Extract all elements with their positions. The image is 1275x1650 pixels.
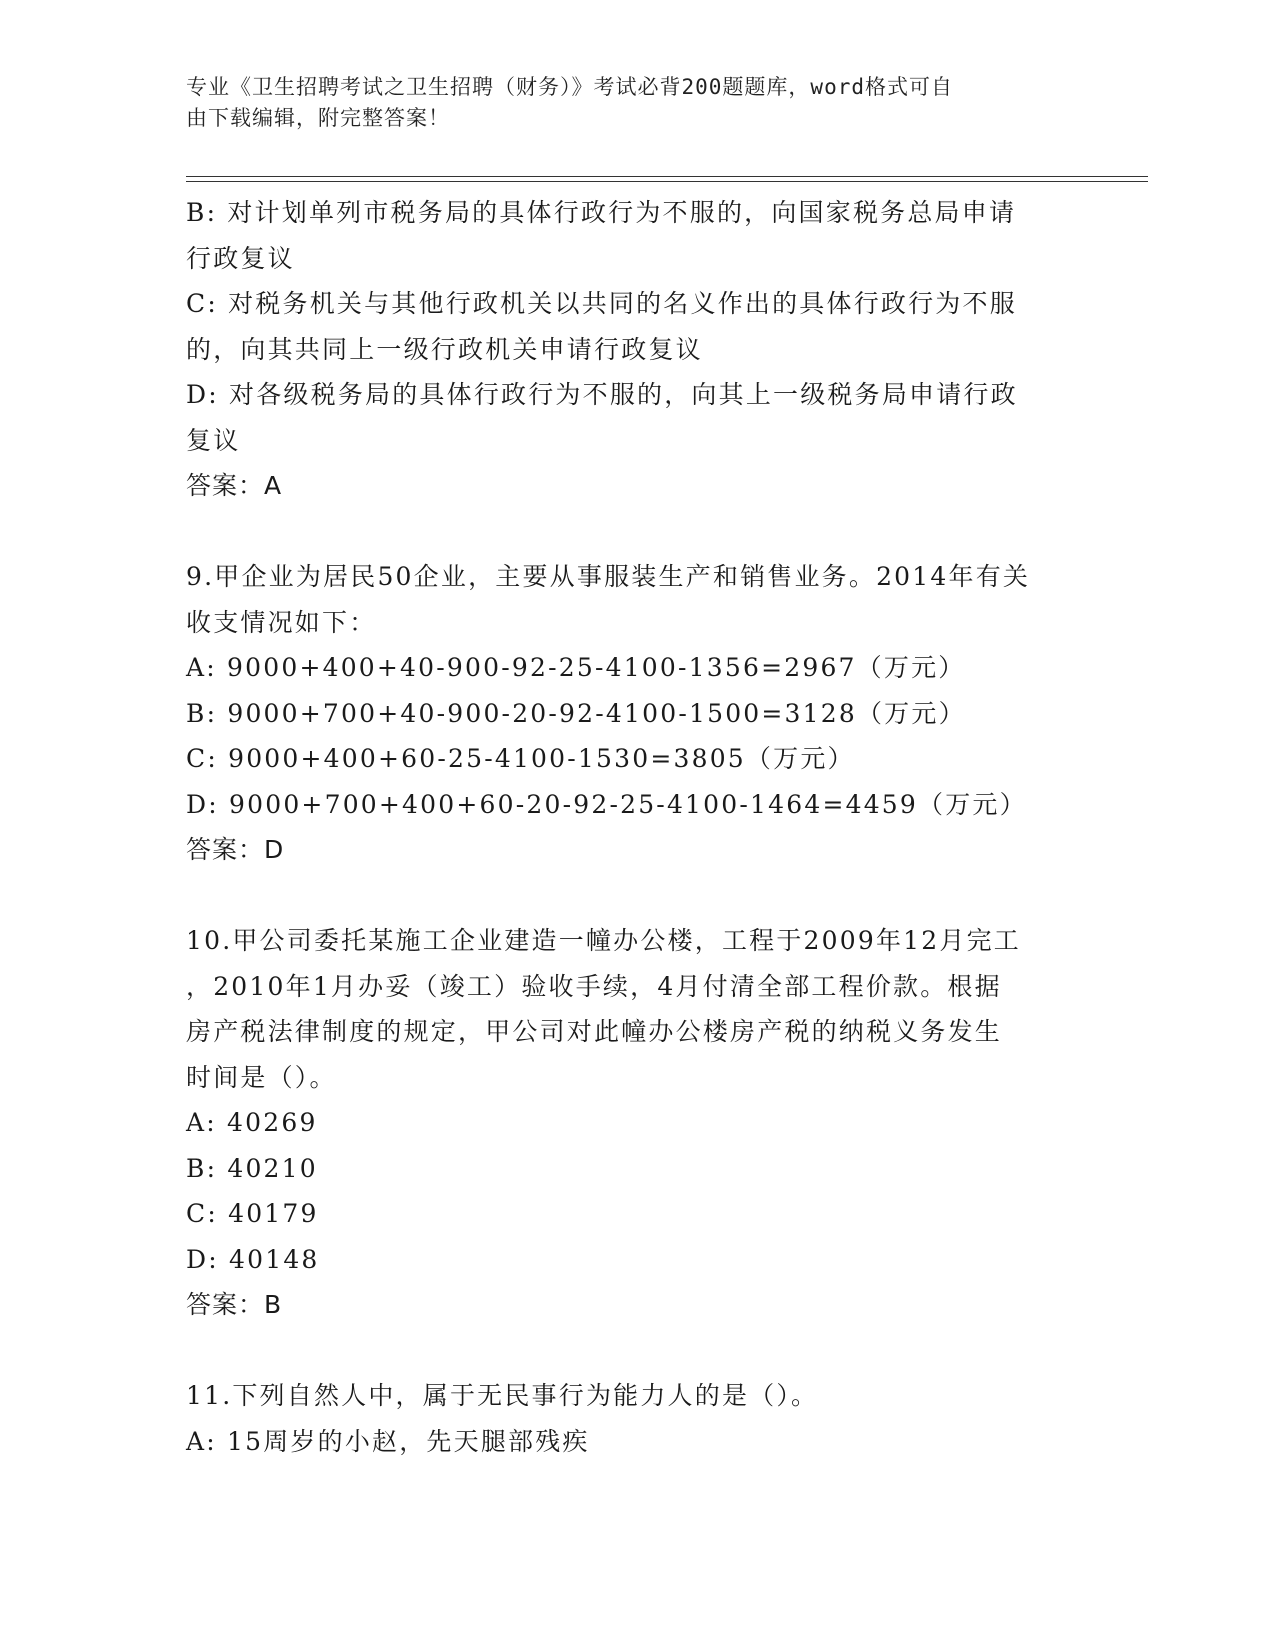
spacer bbox=[186, 509, 1086, 555]
q8-option-d-line-1: D: 对各级税务局的具体行政行为不服的，向其上一级税务局申请行政 bbox=[186, 380, 1018, 409]
header-line-1: 专业《卫生招聘考试之卫生招聘（财务）》考试必背200题题库，word格式可自 bbox=[186, 75, 953, 99]
q9-option-c: C: 9000+400+60-25-4100-1530=3805（万元） bbox=[186, 744, 855, 773]
header-line-2: 由下载编辑，附完整答案！ bbox=[186, 106, 450, 130]
q10-stem-line-3: 房产税法律制度的规定，甲公司对此幢办公楼房产税的纳税义务发生 bbox=[186, 1017, 1003, 1046]
q10-stem-line-2: ，2010年1月办妥（竣工）验收手续，4月付清全部工程价款。根据 bbox=[186, 971, 1002, 1001]
question-8 bbox=[186, 190, 1086, 509]
q8-option-d-line-2: 复议 bbox=[186, 425, 241, 455]
q10-stem-line-4: 时间是（）。 bbox=[186, 1062, 337, 1092]
q8-option-c-line-1: C: 对税务机关与其他行政机关以共同的名义作出的具体行政行为不服 bbox=[186, 289, 1017, 318]
q10-option-b: B: 40210 bbox=[186, 1153, 318, 1183]
q8-option-c-line-2: 的，向其共同上一级行政机关申请行政复议 bbox=[186, 334, 703, 364]
q8-option-b-line-2: 行政复议 bbox=[186, 243, 295, 273]
header-rule-bottom bbox=[186, 181, 1148, 182]
q10-stem-line-1: 10.甲公司委托某施工企业建造一幢办公楼，工程于2009年12月完工 bbox=[186, 926, 1021, 955]
q9-option-b: B: 9000+700+40-900-20-92-4100-1500=3128（万元） bbox=[186, 698, 966, 728]
question-10 bbox=[186, 918, 1086, 1328]
q9-stem-line-1: 9.甲企业为居民50企业，主要从事服装生产和销售业务。2014年有关 bbox=[186, 562, 1031, 591]
q10-option-c: C: 40179 bbox=[186, 1199, 319, 1228]
q9-answer: 答案：D bbox=[186, 835, 285, 864]
q9-option-d: D: 9000+700+400+60-20-92-25-4100-1464=4459（万元） bbox=[186, 789, 1027, 819]
q11-option-a: A: 15周岁的小赵，先天腿部残疾 bbox=[186, 1426, 590, 1456]
spacer bbox=[186, 873, 1086, 919]
spacer bbox=[186, 1328, 1086, 1374]
question-9 bbox=[186, 554, 1086, 873]
question-11 bbox=[186, 1373, 1086, 1464]
document-body bbox=[186, 190, 1086, 1464]
q8-answer: 答案：A bbox=[186, 471, 283, 500]
q9-stem-line-2: 收支情况如下： bbox=[186, 607, 377, 637]
q10-option-d: D: 40148 bbox=[186, 1244, 320, 1274]
header-rule-top bbox=[186, 176, 1148, 177]
q8-option-b-line-1: B: 对计划单列市税务局的具体行政行为不服的，向国家税务总局申请 bbox=[186, 198, 1017, 227]
q9-option-a: A: 9000+400+40-900-92-25-4100-1356=2967（万元） bbox=[186, 653, 966, 682]
q10-option-a: A: 40269 bbox=[186, 1108, 318, 1137]
q11-stem-line-1: 11.下列自然人中，属于无民事行为能力人的是（）。 bbox=[186, 1381, 819, 1410]
page-header bbox=[186, 72, 1066, 134]
q10-answer: 答案：B bbox=[186, 1290, 283, 1319]
